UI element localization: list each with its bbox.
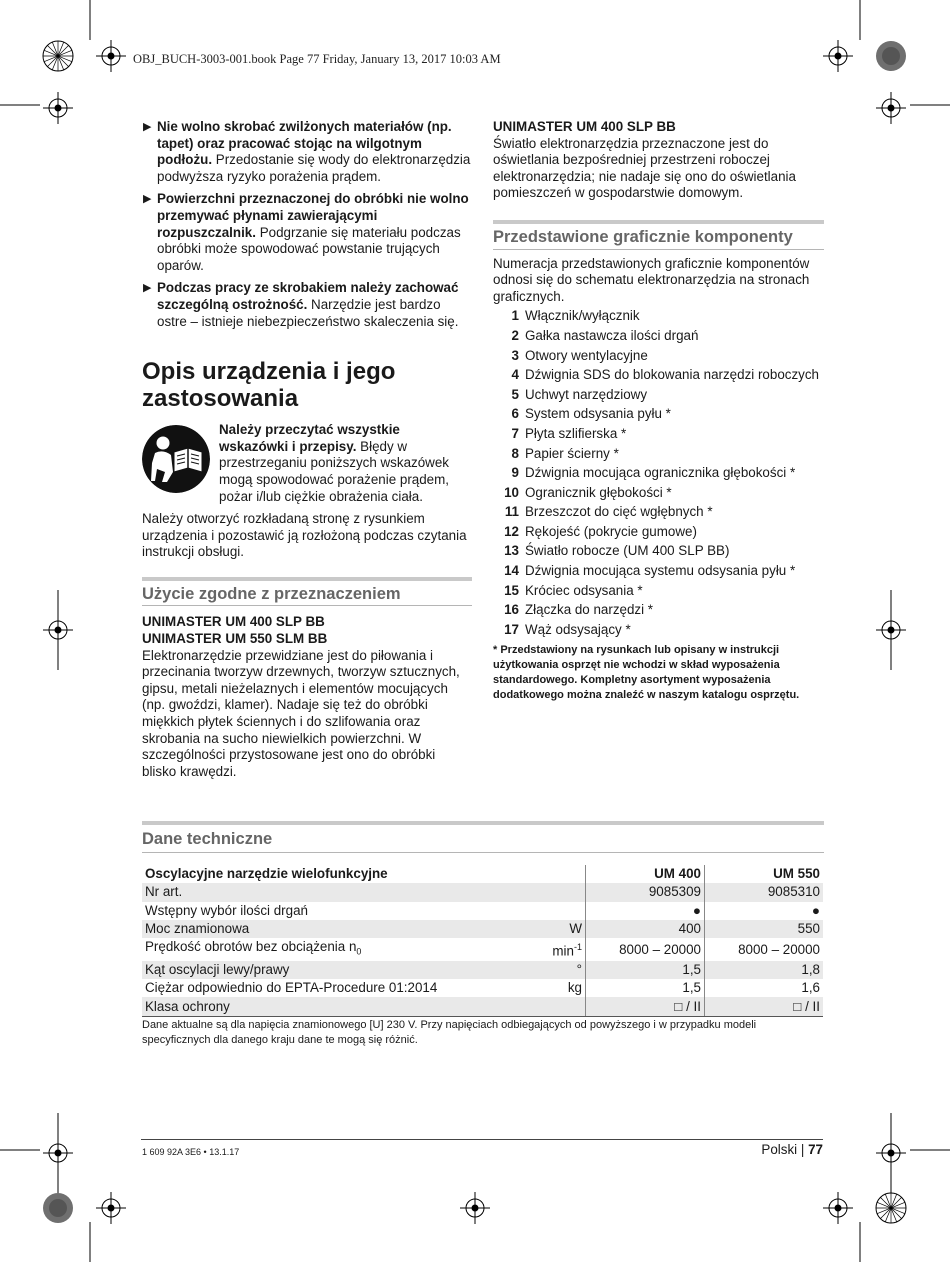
list-item: 4 Dźwignia SDS do blokowania narzędzi roboczych xyxy=(511,367,819,383)
accessory-footnote: * Przedstawiony na rysunkach lub opisany w instrukcji użytkowania osprzęt nie wchodzi w skład wyposażenia standardowego. Kompletny asortyment wyposażenia dodatkowego można znaleźć w naszym katalogu osprzętu. xyxy=(493,644,800,702)
triangle-bullet-icon: ▶ xyxy=(143,282,152,295)
book-header-line: OBJ_BUCH-3003-001.book Page 77 Friday, January 13, 2017 10:03 AM xyxy=(133,52,501,66)
table-row: Ciężar odpowiednio do EPTA-Procedure 01:2014 kg 1,5 1,6 xyxy=(142,979,823,997)
table-row: Nr art. 9085309 9085310 xyxy=(142,883,823,901)
footer-separator: | xyxy=(800,1142,805,1157)
list-item: 5 Uchwyt narzędziowy xyxy=(511,386,648,402)
list-item: 9 Dźwignia mocująca ogranicznika głębokości * xyxy=(511,465,796,481)
safety-bullet: ▶ Powierzchni przeznaczonej do obróbki nie wolno przemywać płynami zawierającymi rozpuszczalnik. Podgrzanie się materiału podczas obróbki może spowodować powstanie trujących oparów. xyxy=(143,191,469,273)
light-text: Światło elektronarzędzia przeznaczone jest do oświetlania bezpośredniej przestrzeni roboczej elektronarzędzia; nie nadaje się ono do oświetlania pomieszczeń w gospodarstwie domowym. xyxy=(493,135,796,201)
table-row: Klasa ochrony □ / II □ / II xyxy=(142,997,823,1015)
left-column xyxy=(142,119,472,786)
components-list xyxy=(493,308,824,638)
list-item: 6 System odsysania pyłu * xyxy=(511,406,671,422)
intended-use-heading: Użycie zgodne z przeznaczeniem xyxy=(142,577,472,607)
list-item: 8 Papier ścierny * xyxy=(511,445,619,461)
model-line-1: UNIMASTER UM 400 SLP BB xyxy=(142,614,325,630)
list-item: 11 Brzeszczot do cięć wgłębnych * xyxy=(504,504,713,520)
list-item: 14 Dźwignia mocująca systemu odsysania pyłu * xyxy=(504,563,796,579)
components-heading: Przedstawione graficznie komponenty xyxy=(493,220,824,250)
list-item: 16 Złączka do narzędzi * xyxy=(504,602,654,618)
light-model: UNIMASTER UM 400 SLP BB xyxy=(493,119,676,134)
components-intro: Numeracja przedstawionych graficznie komponentów odnosi się do schematu elektronarzędzia na stronach graficznych. xyxy=(493,255,810,304)
list-item: 2 Gałka nastawcza ilości drgań xyxy=(511,327,699,343)
list-item: 15 Króciec odsysania * xyxy=(504,582,643,598)
table-header-row: Oscylacyjne narzędzie wielofunkcyjne UM 400 UM 550 xyxy=(142,865,823,883)
page-footer xyxy=(761,1142,823,1157)
model-line-2: UNIMASTER UM 550 SLM BB xyxy=(142,631,328,647)
list-item: 7 Płyta szlifierska * xyxy=(511,425,627,441)
right-column xyxy=(493,119,824,703)
tech-data-section xyxy=(142,821,824,1048)
list-item: 12 Rękojeść (pokrycie gumowe) xyxy=(504,523,697,539)
footer-divider xyxy=(141,1139,823,1140)
table-row: Wstępny wybór ilości drgań ● ● xyxy=(142,902,823,920)
warning-block: Należy przeczytać wszystkie wskazówki i przepisy. Błędy w przestrzeganiu poniższych wskazówek mogą spowodować porażenie prądem, pożar i/lub ciężkie obrażenia ciała. xyxy=(142,422,472,505)
read-manual-icon xyxy=(142,425,210,493)
safety-bullet: ▶ Podczas pracy ze skrobakiem należy zachować szczególną ostrożność. Narzędzie jest bardzo ostre – istnieje niebezpieczeństwo skaleczenia się. xyxy=(143,280,459,329)
triangle-bullet-icon: ▶ xyxy=(143,193,152,206)
list-item: 13 Światło robocze (UM 400 SLP BB) xyxy=(504,543,730,559)
table-row: Moc znamionowa W 400 550 xyxy=(142,920,823,938)
list-item: 10 Ogranicznik głębokości * xyxy=(504,484,672,500)
foldout-text: Należy otworzyć rozkładaną stronę z rysunkiem urządzenia i pozostawić ją rozłożoną podczas czytania instrukcji obsługi. xyxy=(142,511,467,560)
language-label: Polski xyxy=(761,1142,798,1157)
page-number: 77 xyxy=(808,1142,823,1157)
list-item: 3 Otwory wentylacyjne xyxy=(511,347,648,363)
tech-data-note: Dane aktualne są dla napięcia znamionowego [U] 230 V. Przy napięciach odbiegających od powyższego i w przypadku modeli specyficznych dla danego kraju dane te mogą się różnić. xyxy=(142,1016,823,1048)
table-row: Kąt oscylacji lewy/prawy ° 1,5 1,8 xyxy=(142,961,823,979)
section-title: Opis urządzenia i jego zastosowania xyxy=(142,358,396,413)
safety-bullet: ▶ Nie wolno skrobać zwilżonych materiałów (np. tapet) oraz pracować stojąc na wilgotnym podłożu. Przedostanie się wody do elektronarzędzia podwyższa ryzyko porażenia prądem. xyxy=(143,119,471,184)
intended-use-text: Elektronarzędzie przewidziane jest do piłowania i przecinania tworzyw drzewnych, tworzyw sztucznych, gipsu, metali nieżelaznych i elementów mocujących (np. gwoździ, klamer). Nadaje się też do obróbki miękkich płytek ściennych i do szlifowania oraz skrobania na sucho niewielkich powierzchni. W szczególności przystosowane jest ono do obróbki blisko krawędzi. xyxy=(142,647,460,779)
doc-code: 1 609 92A 3E6 • 13.1.17 xyxy=(142,1147,240,1157)
table-row: Prędkość obrotów bez obciążenia $n_0$ $\min^{-1}$ 8000 – 20000 8000 – 20000 xyxy=(142,938,823,961)
triangle-bullet-icon: ▶ xyxy=(143,121,152,133)
list-item: 1 Włącznik/wyłącznik xyxy=(511,308,640,324)
tech-data-heading: Dane techniczne xyxy=(142,821,824,853)
tech-data-table xyxy=(142,865,823,1016)
list-item: 17 Wąż odsysający * xyxy=(504,621,631,637)
